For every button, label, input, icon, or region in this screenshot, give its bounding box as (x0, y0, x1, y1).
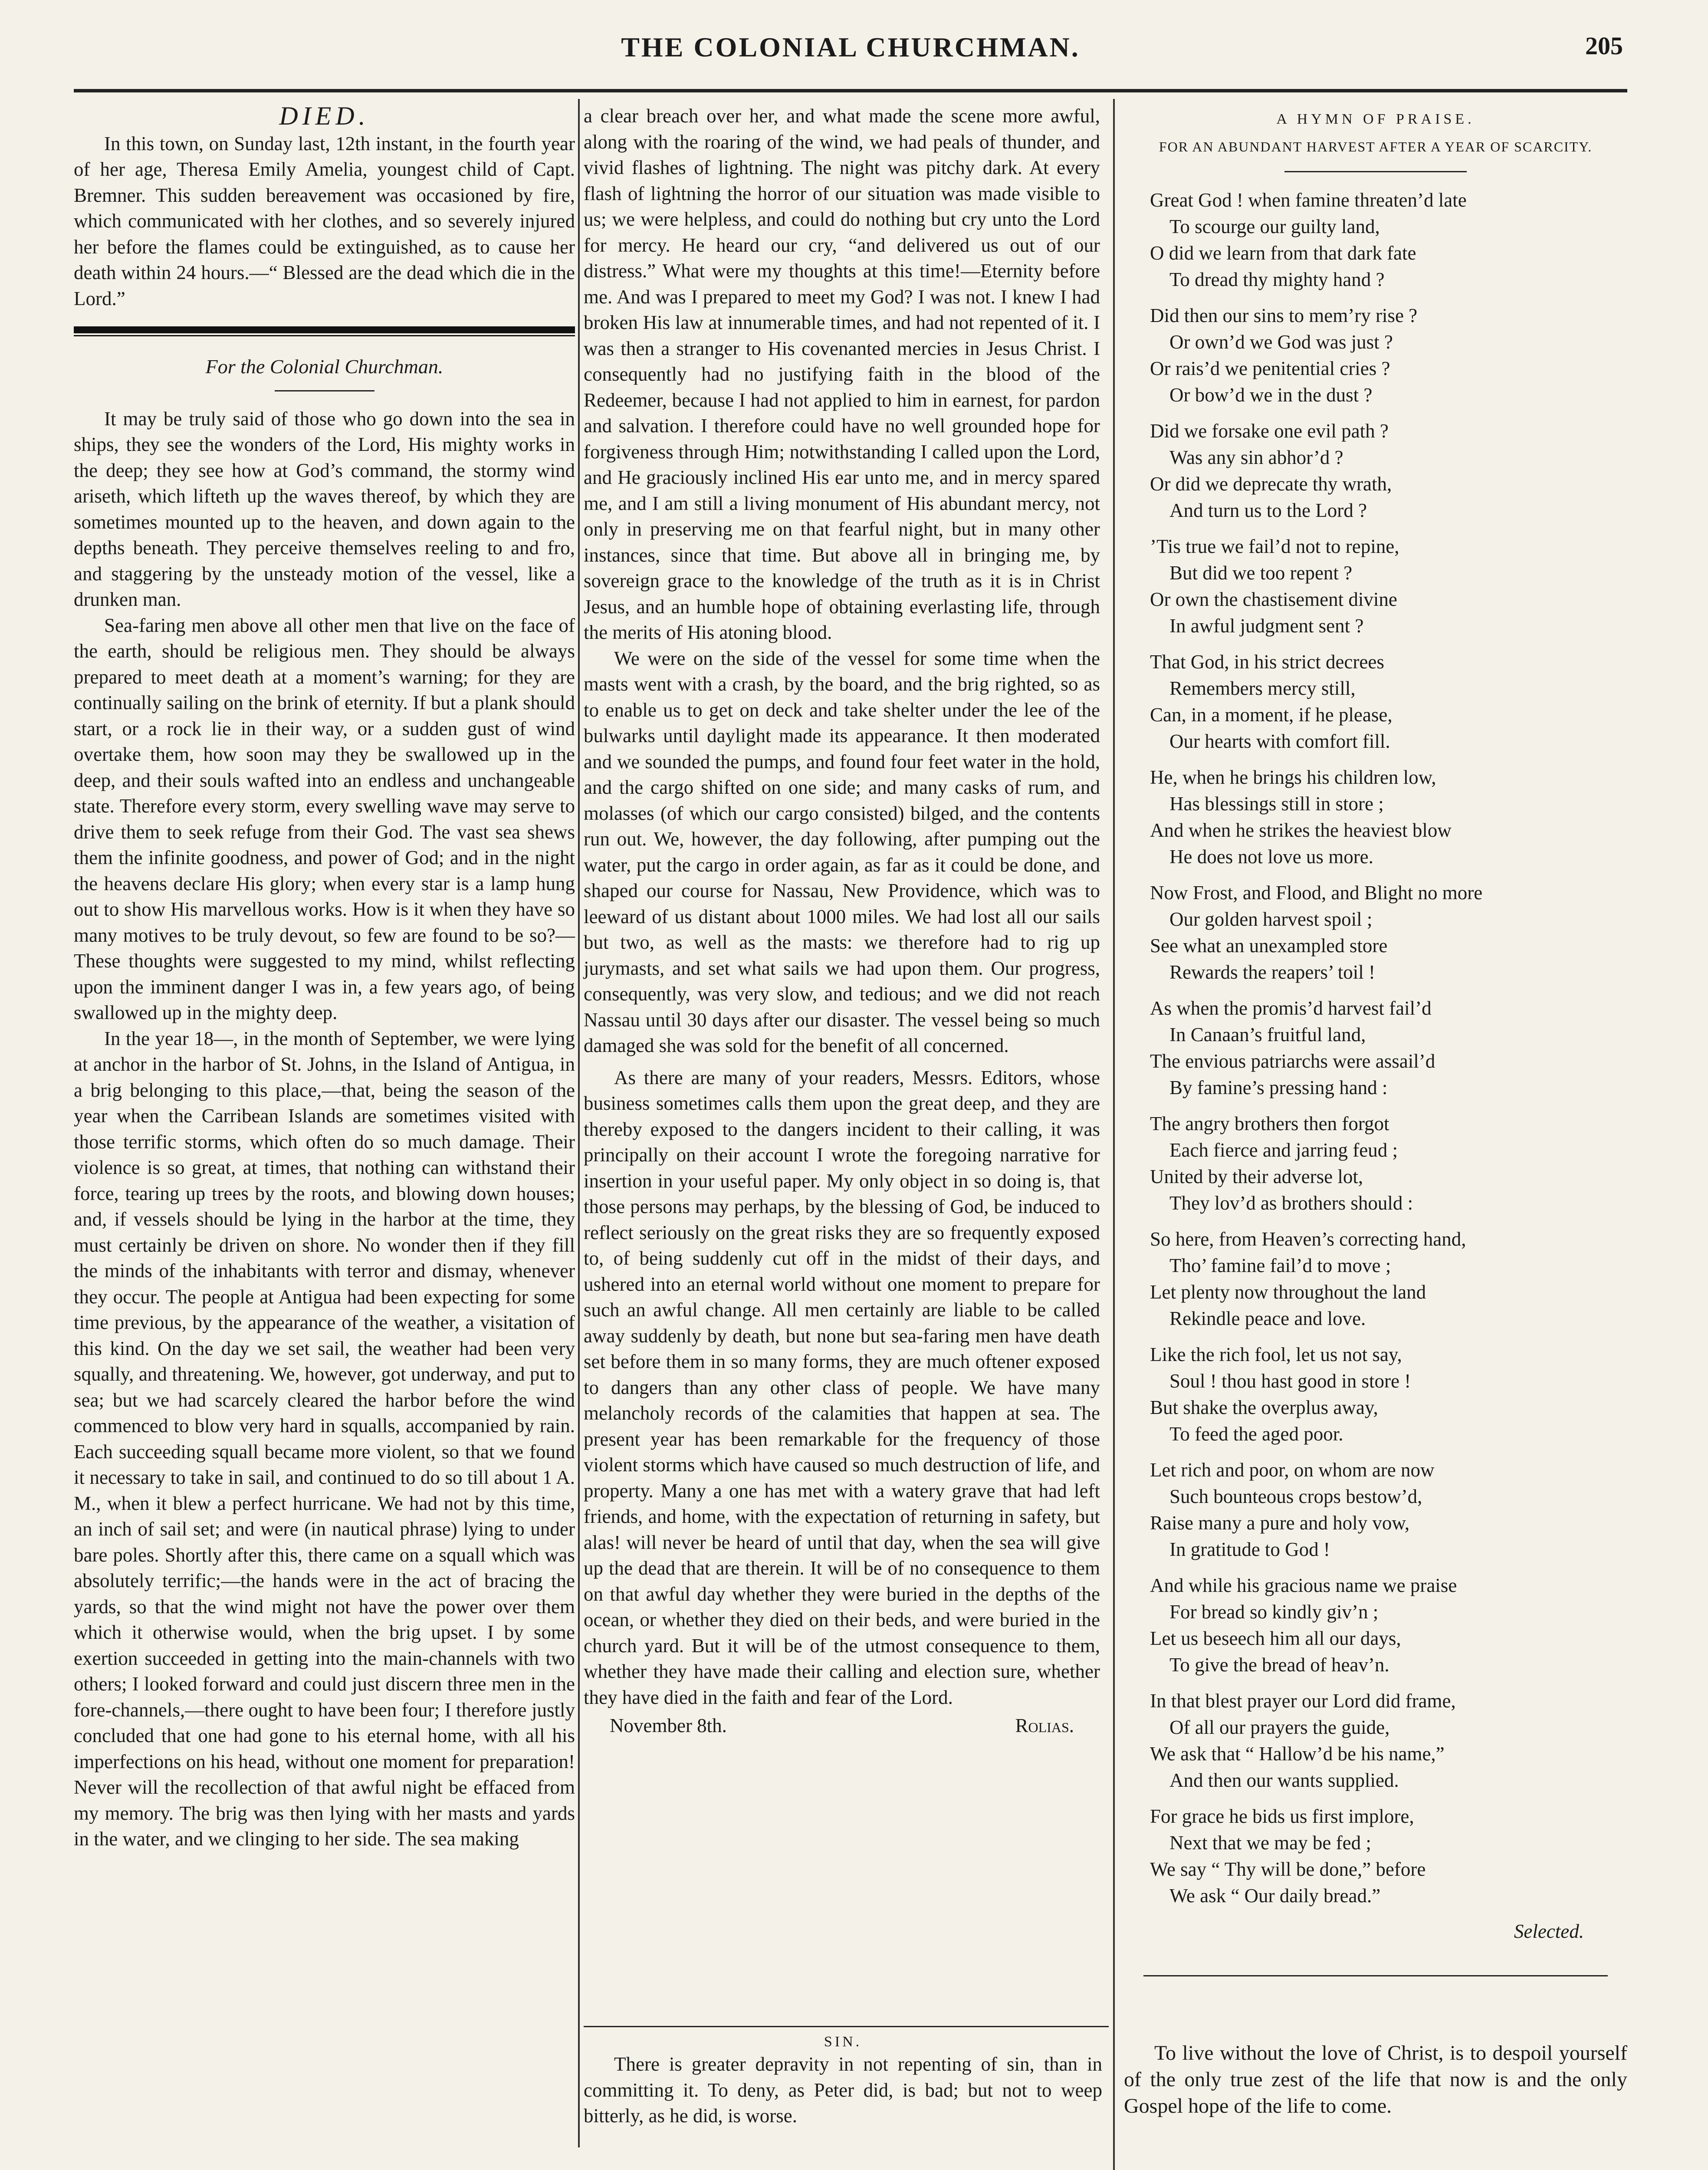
hymn-stanza (1124, 302, 1627, 408)
hymn-line: We ask that “ Hallow’d be his name,” (1150, 1743, 1445, 1765)
hymn-line: So here, from Heaven’s correcting hand, (1150, 1228, 1466, 1250)
section-rule (1143, 1975, 1608, 1976)
hymn-stanzas (1124, 187, 1627, 1909)
hymn-line: In awful judgment sent ? (1169, 615, 1364, 637)
column-divider (578, 99, 580, 2147)
hymn-line: Rewards the reapers’ toil ! (1169, 961, 1375, 983)
hymn-line: Tho’ famine fail’d to move ; (1169, 1255, 1391, 1276)
hymn-line: Each fierce and jarring feud ; (1169, 1139, 1398, 1161)
article-heading: For the Colonial Churchman. (205, 355, 443, 378)
hymn-line: To give the bread of heav’n. (1169, 1654, 1389, 1676)
hymn-line: And when he strikes the heaviest blow (1150, 819, 1452, 841)
hymn-line: Remembers mercy still, (1169, 677, 1356, 699)
hymn-line: Let plenty now throughout the land (1150, 1281, 1426, 1303)
hymn-line: Of all our prayers the guide, (1169, 1716, 1390, 1738)
article-paragraph-continued: a clear breach over her, and what made the scene more awful, along with the roaring of the wind, we had peals of thunder, and vivid flashes of lightning. The night was pitchy dark. At every flash of lightning the horror of our situation was made visible to us; we were helpless, and could do nothing but cry unto the Lord for mercy. He heard our cry, “and delivered us out of our distress.” What were my thoughts at this time!—Eternity before me. And was I prepared to meet my God? I was not. I knew I had broken His law at innumerable times, and had not repented of it. I was then a stranger to His covenanted mercies in Jesus Christ. I consequently had no justifying faith in the blood of the Redeemer, because I had not applied to him in earnest, for pardon and salvation. I therefore could have no well grounded hope for forgiveness through Him; notwithstanding I called upon the Lord, and He graciously inclined His ear unto me, and in mercy spared me, and I am still a living monument of His abundant mercy, not only in preserving me on that fearful night, but in many other instances, since that time. But above all in bringing me, by sovereign grace to the knowledge of the truth as it is in Christ Jesus, and an humble hope of obtaining everlasting life, through the merits of His atoning blood. (584, 105, 1100, 643)
header-rule (74, 89, 1627, 92)
article-date: November 8th. (610, 1715, 727, 1736)
page-header (78, 31, 1623, 66)
hymn-line: For grace he bids us first implore, (1150, 1805, 1414, 1827)
article-paragraph: In the year 18—, in the month of September, we were lying at anchor in the harbor of St. Johns, in the Island of Antigua, in a brig belonging to this place,—that, being the season of the year when the Carribean Islands are sometimes visited with those terrific storms, which often do so much damage. Their violence is so great, at times, that nothing can withstand their force, tearing up trees by the roots, and blowing down houses; and, if vessels should be lying in the harbor at the time, they must certainly be driven on shore. No wonder then if they fill the minds of the inhabitants with terror and dismay, whenever they occur. The people at Antigua had been expecting for some time previous, by the appearance of the weather, a visitation of this kind. On the day we set sail, the weather had been very squally, and threatening. We, however, got underway, and put to sea; but we had scarcely cleared the harbor before the wind commenced to blow very hard in squalls, accompanied by rain. Each succeeding squall became more violent, so that we found it necessary to take in sail, and continued to do so till about 1 A. M., when it blew a perfect hurricane. We had not by this time, an inch of sail set; and were (in nautical phrase) lying to under bare poles. Shortly after this, there came on a squall which was absolutely terrific;—the hands were in the act of bracing the yards, so that the wind might not have the power over them which it otherwise would, when the brig upset. I by some exertion succeeded in getting into the main-channels with two others; I looked forward and could just discern three men in the fore-channels,—there ought to have been four; I therefore justly concluded that one had gone to his eternal home, with all his imperfections on his head, without one moment for preparation! Never will the recollection of that awful night be effaced from my memory. The brig was then lying with her masts and yards in the water, and we clinging to her side. The sea making (74, 1027, 575, 1850)
hymn-line: Or bow’d we in the dust ? (1169, 384, 1373, 406)
hymn-line: Or own’d we God was just ? (1169, 331, 1393, 353)
hymn-stanza (1124, 1803, 1627, 1909)
section-rule (584, 2026, 1109, 2027)
article-paragraph: We were on the side of the vessel for some time when the masts went with a crash, by the board, and the brig righted, so as to enable us to get on deck and take shelter under the lee of the bulwarks until daylight made its appearance. It then moderated and we sounded the pumps, and found four feet water in the hold, and the cargo shifted on one side; and many casks of rum, and molasses (of which our cargo consisted) bilged, and the contents run out. We, however, the day following, after pumping out the water, put the cargo in order again, as far as it could be done, and shaped our course for Nassau, New Providence, which was to leeward of us distant about 1000 miles. We had lost all our sails but two, as well as the masts: we therefore had to rig up jurymasts, and set what sails we had upon them. Our progress, consequently, was very slow, and tedious; and we did not reach Nassau until 30 days after our disaster. The vessel being so much damaged she was sold for the benefit of all concerned. (584, 647, 1100, 1056)
hymn-line: Let us beseech him all our days, (1150, 1628, 1401, 1649)
hymn-line: In Canaan’s fruitful land, (1169, 1024, 1366, 1046)
hymn-line: Our golden harvest spoil ; (1169, 908, 1373, 930)
hymn-line: See what an unexampled store (1150, 935, 1388, 957)
sin-text: There is greater depravity in not repenting of sin, than in committing it. To deny, as Peter did, is bad; but not to weep bitterly, as he did, is worse. (584, 2053, 1102, 2127)
hymn-line: Was any sin abhor’d ? (1169, 447, 1343, 468)
hymn-line: But shake the overplus away, (1150, 1397, 1378, 1418)
column-3 (1124, 103, 1627, 1976)
article-paragraph: It may be truly said of those who go down into the sea in ships, they see the wonders of the Lord, His mighty works in the deep; they see how at God’s command, the stormy wind ariseth, which lifteth up the waves thereof, by which they are sometimes mounted up to the heaven, and down again to the depths beneath. They perceive themselves reeling to and fro, and staggering by the unsteady motion of the vessel, like a drunken man. (74, 408, 575, 610)
christ-note-text: To live without the love of Christ, is to despoil yourself of the only true zest of the life that now is and the only Gospel hope of the life to come. (1124, 2042, 1627, 2117)
heading-rule (275, 390, 374, 391)
hymn-line: Now Frost, and Flood, and Blight no more (1150, 882, 1483, 904)
hymn-line: Or did we deprecate thy wrath, (1150, 473, 1392, 495)
hymn-line: And while his gracious name we praise (1150, 1575, 1457, 1596)
article-paragraph: Sea-faring men above all other men that live on the face of the earth, should be religious men. They should be always prepared to meet death at a moment’s warning; for they are continually sailing on the brink of eternity. If but a plank should start, or a rock lie in their way, or a sudden gust of wind overtake them, how soon may they be swallowed up in the deep, and their souls wafted into an endless and unchangeable state. Therefore every storm, every swelling wave may serve to drive them to seek refuge from their God. The vast sea shews them the infinite goodness, and power of God; and in the night the heavens declare His glory; when every star is a lamp hung out to show His marvellous works. How is it when they have so many motives to be truly devout, so few are found to be so?—These thoughts were suggested to my mind, whilst reflecting upon the imminent danger I was in, a few years ago, of being swallowed up in the mighty deep. (74, 614, 575, 1023)
hymn-line: For bread so kindly giv’n ; (1169, 1601, 1379, 1623)
hymn-stanza (1124, 1341, 1627, 1447)
hymn-title: A HYMN OF PRAISE. (1276, 111, 1475, 127)
hymn-line: The angry brothers then forgot (1150, 1113, 1389, 1134)
hymn-rule (1284, 171, 1467, 172)
hymn-line: United by their adverse lot, (1150, 1166, 1363, 1187)
page-number: 205 (1585, 32, 1623, 60)
hymn-line: He, when he brings his children low, (1150, 766, 1436, 788)
hymn-line: We ask “ Our daily bread.” (1169, 1885, 1381, 1907)
hymn-line: ’Tis true we fail’d not to repine, (1150, 536, 1399, 557)
hymn-line: Or own the chastisement divine (1150, 589, 1397, 610)
hymn-stanza (1124, 1111, 1627, 1217)
column-divider (1113, 99, 1115, 2170)
hymn-line: Rekindle peace and love. (1169, 1308, 1366, 1329)
section-rule (74, 326, 575, 333)
hymn-stanza (1124, 1226, 1627, 1332)
hymn-stanza (1124, 418, 1627, 524)
hymn-line: Like the rich fool, let us not say, (1150, 1344, 1402, 1365)
hymn-stanza (1124, 649, 1627, 755)
hymn-stanza (1124, 187, 1627, 293)
hymn-line: By famine’s pressing hand : (1169, 1077, 1388, 1098)
hymn-line: Great God ! when famine threaten’d late (1150, 189, 1467, 211)
section-rule (74, 335, 575, 336)
died-heading: DIED. (279, 102, 370, 130)
sin-section (584, 2029, 1102, 2129)
hymn-subtitle: FOR AN ABUNDANT HARVEST AFTER A YEAR OF SCARCITY. (1159, 139, 1593, 155)
hymn-line: In gratitude to God ! (1169, 1539, 1330, 1560)
hymn-line: That God, in his strict decrees (1150, 651, 1384, 673)
hymn-line: To feed the aged poor. (1169, 1423, 1343, 1445)
hymn-line: The envious patriarchs were assail’d (1150, 1050, 1435, 1072)
hymn-line: Did then our sins to mem’ry rise ? (1150, 305, 1418, 326)
hymn-line: Has blessings still in store ; (1169, 793, 1384, 815)
hymn-line: We say “ Thy will be done,” before (1150, 1858, 1426, 1880)
hymn-line: As when the promis’d harvest fail’d (1150, 997, 1432, 1019)
hymn-stanza (1124, 1688, 1627, 1794)
hymn-line: He does not love us more. (1169, 846, 1373, 868)
hymn-line: Can, in a moment, if he please, (1150, 704, 1393, 726)
hymn-line: To scourge our guilty land, (1169, 216, 1380, 237)
hymn-line: Raise many a pure and holy vow, (1150, 1512, 1410, 1534)
hymn-line: O did we learn from that dark fate (1150, 242, 1416, 264)
christ-note (1124, 2040, 1627, 2119)
column-2 (584, 103, 1100, 1739)
hymn-line: In that blest prayer our Lord did frame, (1150, 1690, 1456, 1712)
hymn-stanza (1124, 995, 1627, 1101)
hymn-line: And then our wants supplied. (1169, 1769, 1399, 1791)
hymn-line: Such bounteous crops bestow’d, (1169, 1486, 1422, 1507)
hymn-stanza (1124, 533, 1627, 639)
running-title: THE COLONIAL CHURCHMAN. (621, 32, 1080, 62)
column-1 (74, 103, 575, 1852)
article-signature: Rolias. (1015, 1715, 1074, 1736)
hymn-line: But did we too repent ? (1169, 562, 1353, 584)
hymn-line: Or rais’d we penitential cries ? (1150, 358, 1390, 379)
hymn-line: Let rich and poor, on whom are now (1150, 1459, 1435, 1481)
hymn-line: To dread thy mighty hand ? (1169, 269, 1385, 290)
hymn-line: Next that we may be fed ; (1169, 1832, 1371, 1854)
died-notice: In this town, on Sunday last, 12th instant, in the fourth year of her age, Theresa Emily Amelia, youngest child of Capt. Bremner. This sudden bereavement was occasioned by fire, which communicated with her clothes, and so severely injured her before the flames could be extinguished, as to cause her death within 24 hours.—“ Blessed are the dead which die in the Lord.” (74, 132, 575, 309)
hymn-attribution: Selected. (1514, 1920, 1584, 1942)
article-paragraph: As there are many of your readers, Messrs. Editors, whose business sometimes calls them upon the great deep, and they are thereby exposed to the dangers incident to their calling, it was principally on their account I wrote the foregoing narrative for insertion in your useful paper. My only object in so doing is, that those persons may perhaps, by the blessing of God, be induced to reflect seriously on the great risks they are so frequently exposed to, of being suddenly cut off in the midst of their days, and ushered into an eternal world without one moment to prepare for such an awful change. All men certainly are liable to be called away suddenly by death, but none but sea-faring men have death set before them in so many forms, they are much oftener exposed to dangers than any other class of people. We have many melancholy records of the calamities that happen at sea. The present year has been remarkable for the frequency of those violent storms which have caused so much destruction of life, and property. Many a one has met with a watery grave that had left friends, and home, with the expectation of returning in safety, but alas! will never be heard of until that day, when the sea will give up the dead that are therein. It will be of no consequence to them on that awful day whether they were buried in the depths of the ocean, or whether they died on their beds, and were buried in the church yard. But it will be of the utmost consequence to them, whether they have made their calling and election sure, whether they have died in the faith and fear of the Lord. (584, 1066, 1100, 1708)
hymn-line: Our hearts with comfort fill. (1169, 730, 1390, 752)
sin-title: SIN. (824, 2034, 862, 2050)
article-signoff (584, 1713, 1100, 1739)
hymn-line: They lov’d as brothers should : (1169, 1192, 1413, 1214)
hymn-stanza (1124, 764, 1627, 870)
hymn-line: Did we forsake one evil path ? (1150, 420, 1389, 442)
hymn-stanza (1124, 1457, 1627, 1563)
hymn-stanza (1124, 1572, 1627, 1678)
hymn-stanza (1124, 880, 1627, 986)
hymn-line: And turn us to the Lord ? (1169, 500, 1367, 521)
hymn-line: Soul ! thou hast good in store ! (1169, 1370, 1411, 1392)
